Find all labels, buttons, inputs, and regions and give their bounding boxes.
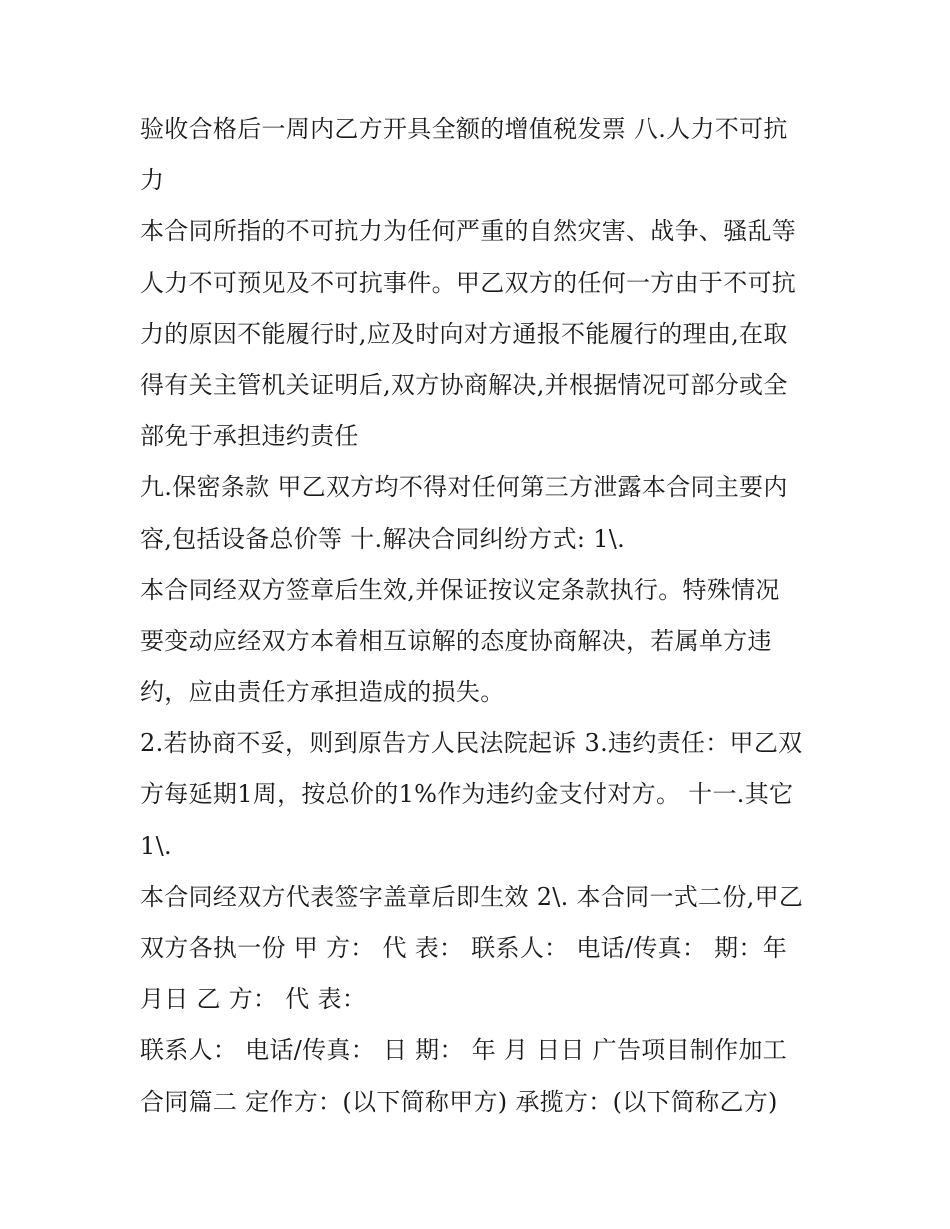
text-line: 九.保密条款 甲乙双方均不得对任何第三方泄露本合同主要内	[140, 473, 788, 502]
text-line: 1\.	[140, 831, 172, 860]
text-line: 合同篇二 定作方：(以下简称甲方) 承揽方：(以下简称乙方)	[140, 1087, 778, 1116]
text-line: 本合同经双方代表签字盖章后即生效 2\. 本合同一式二份,甲乙	[140, 882, 804, 911]
text-line: 要变动应经双方本着相互谅解的态度协商解决，若属单方违	[140, 626, 772, 655]
text-line: 联系人： 电话/传真： 日 期： 年 月 日日 广告项目制作加工	[140, 1036, 788, 1065]
text-line: 2.若协商不妥，则到原告方人民法院起诉 3.违约责任：甲乙双	[140, 729, 803, 758]
text-line: 力的原因不能履行时,应及时向对方通报不能履行的理由,在取	[140, 319, 788, 348]
text-line: 部免于承担违约责任	[140, 422, 359, 451]
text-line: 验收合格后一周内乙方开具全额的增值税发票 八.人力不可抗	[140, 115, 788, 143]
text-line: 本合同所指的不可抗力为任何严重的自然灾害、战争、骚乱等	[140, 217, 797, 246]
text-line: 方每延期1周，按总价的1%作为违约金支付对方。 十一.其它	[140, 780, 794, 809]
text-line: 月日 乙 方： 代 表：	[140, 985, 367, 1014]
text-line: 人力不可预见及不可抗事件。甲乙双方的任何一方由于不可抗	[140, 268, 797, 297]
text-line: 双方各执一份 甲 方： 代 表： 联系人： 电话/传真： 期：年	[140, 934, 788, 962]
document-body	[140, 104, 820, 1128]
text-line: 本合同经双方签章后生效,并保证按议定条款执行。特殊情况	[140, 575, 780, 604]
text-line: 得有关主管机关证明后,双方协商解决,并根据情况可部分或全	[140, 370, 788, 399]
text-line: 力	[140, 166, 165, 195]
text-line: 约，应由责任方承担造成的损失。	[140, 678, 505, 707]
text-line: 容,包括设备总价等 十.解决合同纠纷方式: 1\.	[140, 524, 626, 553]
